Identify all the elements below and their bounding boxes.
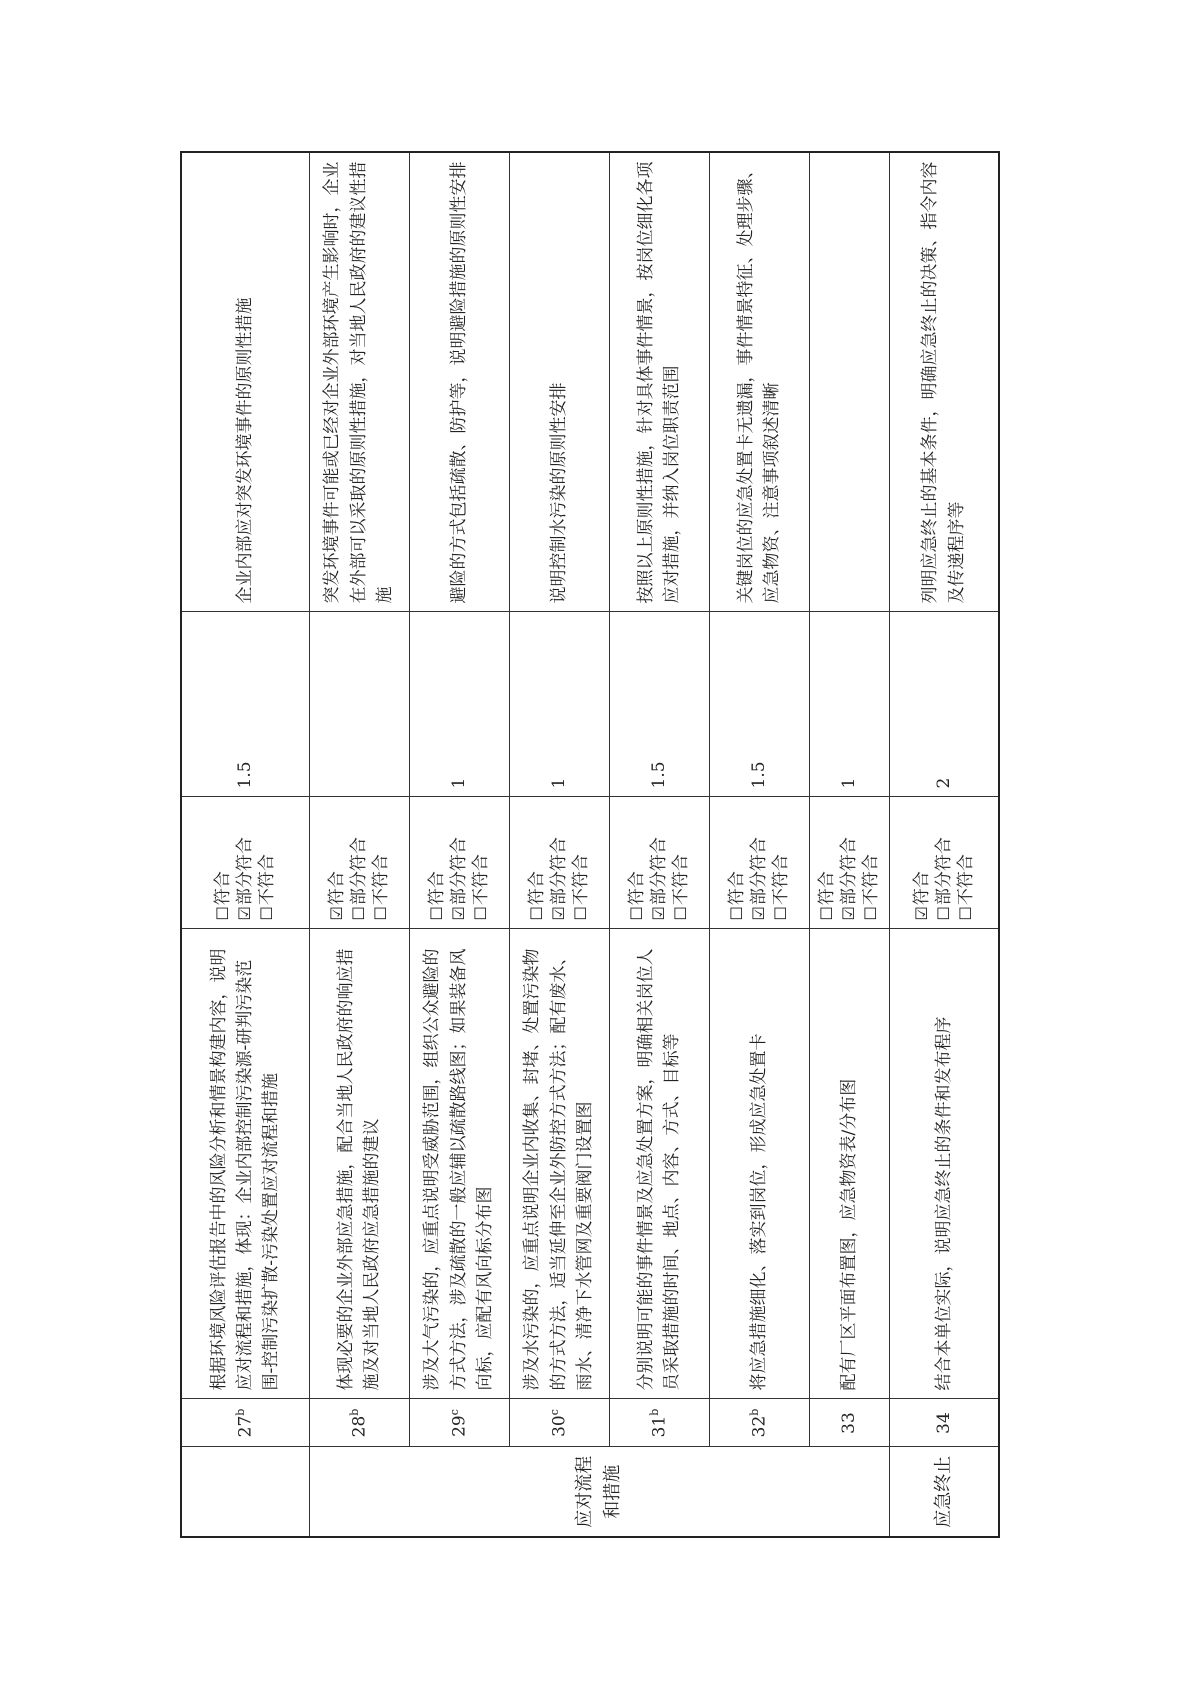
compliance-options — [609, 797, 709, 929]
requirement-text: 结合本单位实际，说明应急终止的条件和发布程序 — [889, 929, 999, 1399]
option-label: 部分符合 — [348, 837, 369, 906]
checklist-table — [180, 151, 1000, 1538]
table-row — [309, 152, 409, 1537]
option-label: 部分符合 — [933, 837, 954, 906]
requirement-text: 配有厂区平面布置图，应急物资表/分布图 — [809, 929, 889, 1399]
checkbox-icon[interactable]: ☐ — [626, 906, 646, 921]
option-label: 不符合 — [861, 854, 882, 906]
option-label: 符合 — [816, 871, 837, 906]
compliance-option[interactable] — [816, 806, 838, 921]
checkbox-icon[interactable]: ☐ — [371, 906, 391, 921]
option-label: 不符合 — [471, 854, 492, 906]
compliance-option[interactable] — [626, 806, 648, 921]
requirement-text: 涉及水污染的，应重点说明企业内收集、封堵、处置污染物的方式方法，适当延伸至企业外防控方式方法；配有废水、雨水、清净下水管网及重要阀门设置图 — [509, 929, 609, 1399]
checked-box-icon[interactable]: ☑ — [326, 906, 346, 921]
score-cell: 1 — [509, 612, 609, 797]
requirement-text: 分别说明可能的事件情景及应急处置方案，明确相关岗位人员采取措施的时间、地点、内容、方式、目标等 — [609, 929, 709, 1399]
score-cell: 1 — [409, 612, 509, 797]
note-text: 突发环境事件可能或已经对企业外部环境产生影响时，企业在外部可以采取的原则性措施，对当地人民政府的建议性措施 — [309, 152, 409, 612]
option-label: 部分符合 — [548, 837, 569, 906]
checkbox-icon[interactable]: ☐ — [348, 906, 368, 921]
checked-box-icon[interactable]: ☑ — [448, 906, 468, 921]
compliance-option[interactable] — [426, 806, 448, 921]
compliance-option[interactable] — [448, 806, 470, 921]
requirement-text: 体现必要的企业外部应急措施，配合当地人民政府的响应措施及对当地人民政府应急措施的建议 — [309, 929, 409, 1399]
compliance-options — [709, 797, 809, 929]
option-label: 不符合 — [671, 854, 692, 906]
table-row — [609, 152, 709, 1537]
compliance-option[interactable] — [234, 806, 256, 921]
note-text — [809, 152, 889, 612]
item-number — [609, 1399, 709, 1447]
table-row — [409, 152, 509, 1537]
category-label: 应急终止 — [932, 1455, 954, 1528]
compliance-option[interactable] — [670, 806, 692, 921]
compliance-option[interactable] — [838, 806, 860, 921]
compliance-option[interactable] — [911, 806, 933, 921]
option-label: 部分符合 — [235, 837, 256, 906]
checkbox-icon[interactable]: ☐ — [816, 906, 836, 921]
requirement-text: 将应急措施细化、落实到岗位，形成应急处置卡 — [709, 929, 809, 1399]
option-label: 符合 — [626, 871, 647, 906]
compliance-option[interactable] — [955, 806, 977, 921]
note-text: 列明应急终止的基本条件，明确应急终止的决策、指令内容及传递程序等 — [889, 152, 999, 612]
compliance-option[interactable] — [770, 806, 792, 921]
score-cell: 1 — [809, 612, 889, 797]
option-label: 符合 — [911, 871, 932, 906]
item-number-text: 31 — [649, 1415, 670, 1438]
checkbox-icon[interactable]: ☐ — [726, 906, 746, 921]
option-label: 部分符合 — [448, 837, 469, 906]
item-number-text: 27 — [235, 1415, 256, 1438]
item-number-superscript: b — [347, 1408, 361, 1416]
compliance-options — [809, 797, 889, 929]
checked-box-icon[interactable]: ☑ — [838, 906, 858, 921]
item-number — [809, 1399, 889, 1447]
item-number — [409, 1399, 509, 1447]
checkbox-icon[interactable]: ☐ — [213, 906, 233, 921]
item-number — [181, 1399, 309, 1447]
item-number-superscript: c — [547, 1409, 561, 1416]
checked-box-icon[interactable]: ☑ — [648, 906, 668, 921]
checked-box-icon[interactable]: ☑ — [235, 906, 255, 921]
checkbox-icon[interactable]: ☐ — [671, 906, 691, 921]
score-cell — [309, 612, 409, 797]
item-number-superscript: b — [747, 1408, 761, 1416]
compliance-option[interactable] — [726, 806, 748, 921]
compliance-option[interactable] — [256, 806, 278, 921]
checkbox-icon[interactable]: ☐ — [771, 906, 791, 921]
option-label: 不符合 — [371, 854, 392, 906]
option-label: 不符合 — [571, 854, 592, 906]
option-label: 符合 — [526, 871, 547, 906]
compliance-options — [309, 797, 409, 929]
option-label: 符合 — [213, 871, 234, 906]
option-label: 部分符合 — [648, 837, 669, 906]
checkbox-icon[interactable]: ☐ — [526, 906, 546, 921]
compliance-options — [509, 797, 609, 929]
compliance-option[interactable] — [860, 806, 882, 921]
item-number — [309, 1399, 409, 1447]
requirement-text: 根据环境风险评估报告中的风险分析和情景构建内容，说明应对流程和措施，体现：企业内部控制污染源-研判污染范围-控制污染扩散-污染处置应对流程和措施 — [181, 929, 309, 1399]
compliance-option[interactable] — [648, 806, 670, 921]
note-text: 避险的方式包括疏散、防护等，说明避险措施的原则性安排 — [409, 152, 509, 612]
item-number-superscript: b — [233, 1408, 247, 1416]
compliance-options — [409, 797, 509, 929]
checkbox-icon[interactable]: ☐ — [861, 906, 881, 921]
category-cell — [889, 1447, 999, 1537]
item-number-superscript: b — [647, 1408, 661, 1416]
score-cell: 1.5 — [181, 612, 309, 797]
item-number-text: 32 — [749, 1415, 770, 1438]
compliance-option[interactable] — [212, 806, 234, 921]
compliance-option[interactable] — [933, 806, 955, 921]
checkbox-icon[interactable]: ☐ — [471, 906, 491, 921]
item-number-text: 30 — [549, 1415, 570, 1437]
option-label: 不符合 — [771, 854, 792, 906]
item-number-text: 33 — [838, 1412, 859, 1434]
option-label: 部分符合 — [748, 837, 769, 906]
compliance-option[interactable] — [526, 806, 548, 921]
table-row — [181, 152, 309, 1537]
option-label: 部分符合 — [838, 837, 859, 906]
table-row — [509, 152, 609, 1537]
table-row — [809, 152, 889, 1537]
checkbox-icon[interactable]: ☐ — [933, 906, 953, 921]
score-cell: 1.5 — [609, 612, 709, 797]
category-cell-empty — [181, 1447, 309, 1537]
note-text: 企业内部应对突发环境事件的原则性措施 — [181, 152, 309, 612]
checkbox-icon[interactable]: ☐ — [426, 906, 446, 921]
rotated-page — [180, 153, 1000, 1538]
checked-box-icon[interactable]: ☑ — [548, 906, 568, 921]
score-cell: 1.5 — [709, 612, 809, 797]
checkbox-icon[interactable]: ☐ — [571, 906, 591, 921]
checked-box-icon[interactable]: ☑ — [911, 906, 931, 921]
compliance-options — [181, 797, 309, 929]
checked-box-icon[interactable]: ☑ — [748, 906, 768, 921]
table-row — [709, 152, 809, 1537]
note-text: 说明控制水污染的原则性安排 — [509, 152, 609, 612]
item-number — [889, 1399, 999, 1447]
checkbox-icon[interactable]: ☐ — [955, 906, 975, 921]
note-text: 关键岗位的应急处置卡无遗漏，事件情景特征、处理步骤、应急物资、注意事项叙述清晰 — [709, 152, 809, 612]
score-cell: 2 — [889, 612, 999, 797]
compliance-option[interactable] — [548, 806, 570, 921]
option-label: 符合 — [426, 871, 447, 906]
item-number-text: 34 — [933, 1412, 954, 1434]
requirement-text: 涉及大气污染的，应重点说明受威胁范围，组织公众避险的方式方法，涉及疏散的一般应辅以疏散路线图；如果装备风向标，应配有风向标分布图 — [409, 929, 509, 1399]
compliance-option[interactable] — [348, 806, 370, 921]
option-label: 符合 — [726, 871, 747, 906]
option-label: 不符合 — [955, 854, 976, 906]
compliance-option[interactable] — [370, 806, 392, 921]
compliance-options — [889, 797, 999, 929]
item-number — [709, 1399, 809, 1447]
category-cell — [309, 1447, 889, 1537]
table-row — [889, 152, 999, 1537]
item-number-superscript: c — [447, 1409, 461, 1416]
option-label: 符合 — [326, 871, 347, 906]
option-label: 不符合 — [257, 854, 278, 906]
item-number — [509, 1399, 609, 1447]
checkbox-icon[interactable]: ☐ — [257, 906, 277, 921]
category-label: 应对流程 和措施 — [574, 1455, 623, 1528]
compliance-option[interactable] — [470, 806, 492, 921]
item-number-text: 28 — [349, 1415, 370, 1438]
note-text: 按照以上原则性措施，针对具体事件情景，按岗位细化各项应对措施，并纳入岗位职责范围 — [609, 152, 709, 612]
compliance-option[interactable] — [326, 806, 348, 921]
item-number-text: 29 — [449, 1415, 470, 1437]
compliance-option[interactable] — [748, 806, 770, 921]
compliance-option[interactable] — [570, 806, 592, 921]
